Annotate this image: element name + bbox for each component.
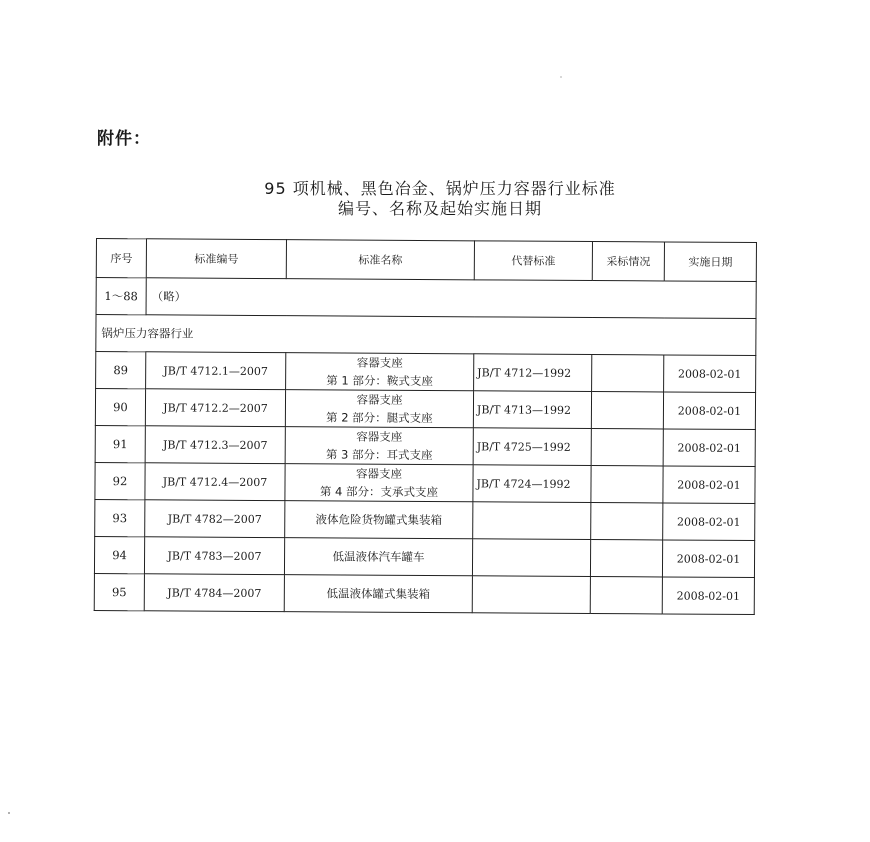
row-no: 94 [94, 536, 144, 573]
omitted-row [96, 278, 756, 319]
standards-table-wrapper [94, 238, 756, 615]
row-code: JB/T 4782—2007 [145, 500, 285, 538]
row-replaces [473, 502, 591, 540]
row-name-line1: 低温液体汽车罐车 [332, 549, 425, 565]
row-name [285, 464, 473, 502]
table-row [94, 536, 754, 577]
row-replaces: JB/T 4725—1992 [473, 428, 591, 466]
row-name [284, 538, 472, 576]
table-row [95, 389, 755, 430]
row-no: 90 [95, 389, 145, 426]
row-name-line2: 第 2 部分：腿式支座 [326, 410, 433, 426]
row-name-line1: 液体危险货物罐式集装箱 [315, 512, 443, 528]
table-row [96, 352, 756, 393]
row-date: 2008-02-01 [662, 577, 754, 615]
row-adoption [590, 577, 662, 614]
table-row [95, 462, 755, 503]
row-name-line1: 容器支座 [356, 466, 403, 481]
row-code: JB/T 4712.4—2007 [145, 463, 285, 501]
row-adoption [591, 503, 663, 540]
header-replaces: 代替标准 [474, 241, 592, 281]
row-code: JB/T 4783—2007 [144, 537, 284, 575]
header-name: 标准名称 [286, 240, 474, 280]
header-code: 标准编号 [146, 239, 286, 279]
row-name [285, 501, 473, 539]
standards-table [94, 238, 757, 615]
row-replaces: JB/T 4712—1992 [474, 354, 592, 392]
row-date: 2008-02-01 [663, 392, 755, 430]
row-replaces [472, 539, 590, 577]
table-row [95, 425, 755, 466]
row-adoption [592, 355, 664, 392]
row-no: 95 [94, 573, 144, 610]
row-code: JB/T 4712.3—2007 [145, 426, 285, 464]
row-name [286, 353, 474, 391]
row-name-line1: 容器支座 [356, 355, 403, 370]
table-header-row [96, 239, 756, 282]
table-row [95, 499, 755, 540]
row-adoption [591, 429, 663, 466]
row-date: 2008-02-01 [662, 540, 754, 578]
row-adoption [591, 392, 663, 429]
omitted-note: （略） [146, 278, 756, 319]
row-name [285, 390, 473, 428]
header-date: 实施日期 [664, 242, 756, 282]
row-code: JB/T 4712.2—2007 [145, 389, 285, 427]
document-title-line1: 95 项机械、黑色冶金、锅炉压力容器行业标准 [264, 179, 616, 198]
scan-speck [560, 76, 562, 78]
omitted-range: 1～88 [96, 278, 146, 315]
row-date: 2008-02-01 [663, 429, 755, 467]
attachment-label: 附件： [97, 129, 151, 149]
header-adoption: 采标情况 [592, 242, 664, 281]
row-name [285, 427, 473, 465]
row-replaces: JB/T 4713—1992 [473, 391, 591, 429]
category-row [96, 315, 756, 356]
row-date: 2008-02-01 [663, 466, 755, 504]
row-code: JB/T 4784—2007 [144, 574, 284, 612]
row-name-line1: 容器支座 [356, 392, 403, 407]
row-replaces [472, 576, 590, 614]
row-date: 2008-02-01 [664, 355, 756, 393]
row-name-line2: 第 1 部分：鞍式支座 [326, 373, 433, 389]
row-name [284, 575, 472, 613]
row-no: 93 [95, 499, 145, 536]
scan-speck [8, 812, 10, 814]
row-name-line2: 第 3 部分：耳式支座 [325, 447, 433, 463]
row-name-line1: 容器支座 [356, 429, 403, 444]
document-title-line2: 编号、名称及起始实施日期 [337, 199, 542, 218]
row-adoption [590, 540, 662, 577]
header-no: 序号 [96, 239, 146, 278]
row-name-line2: 第 4 部分：支承式支座 [319, 484, 439, 500]
row-no: 89 [96, 352, 146, 389]
row-no: 91 [95, 425, 145, 462]
table-row [94, 573, 754, 614]
row-code: JB/T 4712.1—2007 [146, 352, 286, 390]
row-name-line1: 低温液体罐式集装箱 [326, 586, 431, 602]
row-date: 2008-02-01 [663, 503, 755, 541]
category-label: 锅炉压力容器行业 [96, 315, 756, 356]
row-adoption [591, 466, 663, 503]
row-replaces: JB/T 4724—1992 [473, 465, 591, 503]
row-no: 92 [95, 462, 145, 499]
